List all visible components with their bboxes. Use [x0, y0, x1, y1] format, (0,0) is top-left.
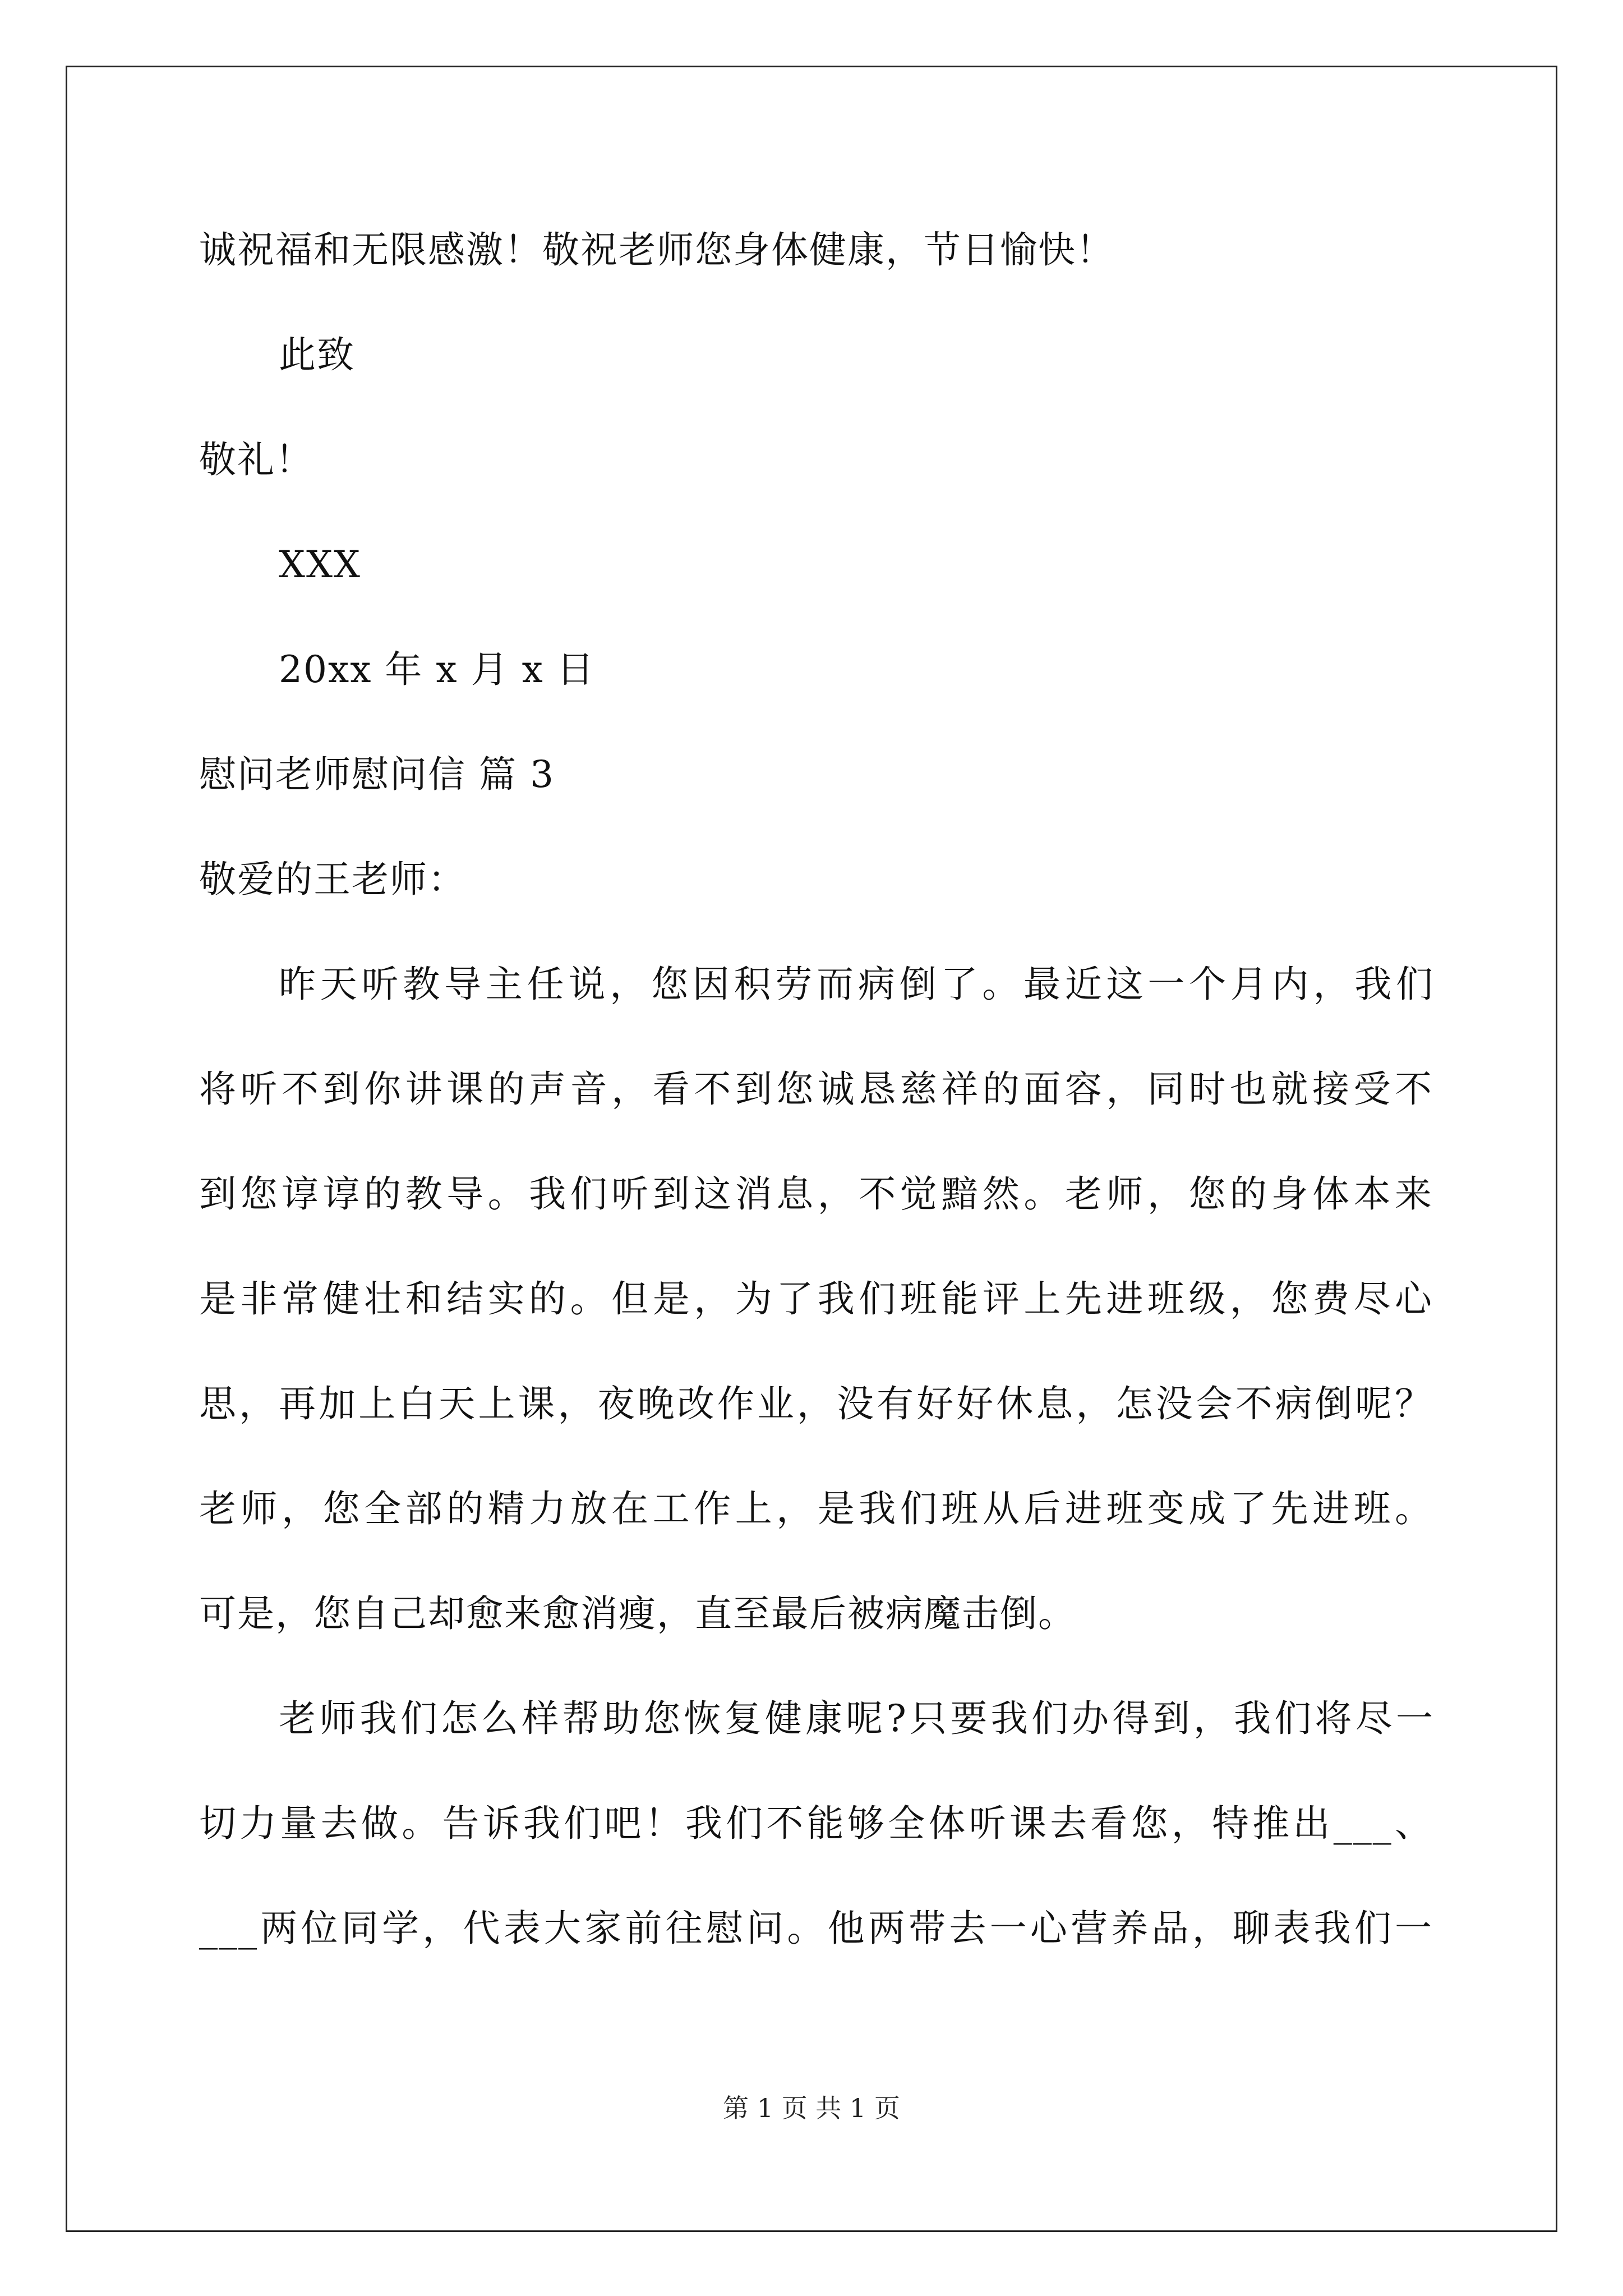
paragraph-2-line-3: ___两位同学，代表大家前往慰问。他两带去一心营养品，聊表我们一 — [199, 1907, 1433, 1950]
page-number-footer: 第 1 页 共 1 页 — [723, 2093, 900, 2123]
salutation-jingli: 敬礼！ — [199, 438, 313, 481]
paragraph-1-line-3: 到您谆谆的教导。我们听到这消息，不觉黯然。老师，您的身体本来 — [199, 1172, 1433, 1216]
section-heading: 慰问老师慰问信 篇 3 — [199, 753, 555, 796]
paragraph-2-line-1: 老师我们怎么样帮助您恢复健康呢?只要我们办得到，我们将尽一 — [279, 1697, 1434, 1740]
paragraph-1-line-1: 昨天听教导主任说，您因积劳而病倒了。最近这一个月内，我们 — [279, 963, 1434, 1006]
paragraph-2-line-2: 切力量去做。告诉我们吧！我们不能够全体听课去看您，特推出___、 — [199, 1802, 1433, 1845]
paragraph-1-line-7: 可是，您自己却愈来愈消瘦，直至最后被病魔击倒。 — [199, 1592, 1076, 1635]
closing-wishes-line: 诚祝福和无限感激！敬祝老师您身体健康，节日愉快！ — [199, 228, 1114, 272]
paragraph-1-line-4: 是非常健壮和结实的。但是，为了我们班能评上先进班级，您费尽心 — [199, 1277, 1433, 1320]
paragraph-1-line-2: 将听不到你讲课的声音，看不到您诚恳慈祥的面容，同时也就接受不 — [199, 1068, 1433, 1111]
greeting: 敬爱的王老师： — [199, 858, 466, 901]
date-line: 20xx 年 x 月 x 日 — [279, 648, 595, 691]
paragraph-1-line-6: 老师，您全部的精力放在工作上，是我们班从后进班变成了先进班。 — [199, 1487, 1433, 1530]
salutation-cizhi: 此致 — [279, 333, 355, 376]
signature: XXX — [279, 543, 361, 586]
paragraph-1-line-5: 思，再加上白天上课，夜晚改作业，没有好好休息，怎没会不病倒呢？ — [199, 1382, 1433, 1425]
